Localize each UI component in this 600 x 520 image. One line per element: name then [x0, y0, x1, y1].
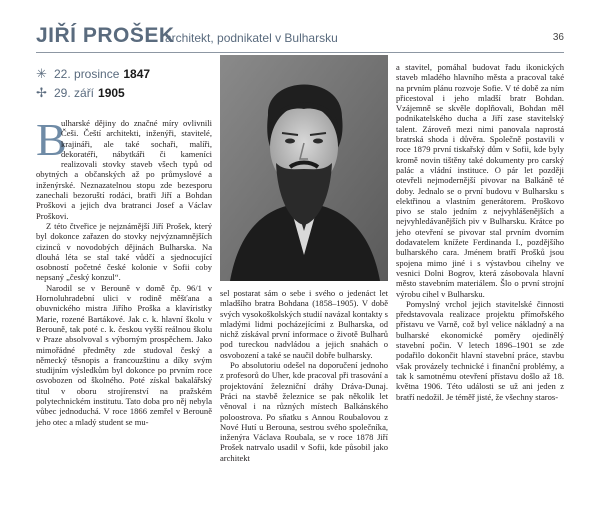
text-column-3	[396, 62, 564, 402]
life-dates	[36, 64, 212, 102]
paragraph: Z této čtveřice je nejznámější Jiří Prošek, který byl dokonce zařazen do stovky nejvýznamnějších cizinců v novodobých dějinách Bulharska. Na dlouhá léta se stal také vůdčí a sjednocující osobností početné české kolonie v Sofii coby nepsaný „český konzul“.	[36, 220, 212, 283]
page-number: 36	[552, 32, 564, 43]
birth-day: 22. prosince	[54, 66, 120, 81]
text-column-1	[36, 114, 212, 427]
paragraph: sel postarat sám o sebe i svého o jedenáct let mladšího bratra Bohdana (1858–1905). V době svých vysokoškolských studií navázal kontakty s mladými lidmi pocházejícími z Bulharska, od nichž získával první informace o životě Bulharů pod tureckou nadvládou a jejich snahách o osvobození a také se naučil dobře bulharsky.	[220, 288, 388, 360]
birth-date	[36, 64, 212, 83]
paragraph: Po absolutoriu odešel na doporučení jednoho z profesorů do Uher, kde pracoval při trasování a projektování železniční dráhy Dráva-Dunaj. Práci na stavbě železnice se pak několik let věnoval i na různých místech Balkánského poloostrova. Po sňatku s Annou Roubalovou z Nové Hutí u Berouna, sestrou svého společníka, inženýra Václava Roubala, se v roce 1878 Jiří Prošek natrvalo usadil v Sofii, kde působil jako architekt	[220, 360, 388, 463]
birth-year: 1847	[123, 66, 151, 81]
drop-cap	[36, 114, 67, 165]
header-rule	[36, 52, 564, 53]
page-header	[36, 20, 564, 60]
paragraph: ulharské dějiny do značné míry ovlivnili Češi. Čeští architekti, inženýři, stavitelé, krajináři, ale také sochaři, malíři, dekoratéři, nábytkáři či kameníci realizovali stovky staveb všech typů od obytných a občanských až po průmyslové a inženýrské. Neznazatelnou stopu zde bezesporu zanechali bezoruští rodáci, bratři Jiří a Bohdan Proškovi a jejich dva bratranci Josef a Václav Proškovi.	[36, 118, 212, 221]
portrait-photo-image	[220, 55, 388, 281]
text-column-2	[220, 288, 388, 463]
drop-cap-letter	[36, 114, 67, 165]
death-day: 29. září	[54, 85, 95, 100]
paragraph: a stavitel, pomáhal budovat řadu ikonických staveb mladého hlavního města a pracoval také na prvním plánu rozvoje Sofie. V té době za ním přicestoval i jeho mladší bratr Bohdan. Vzájemně se skvěle doplňovali, Bohdan měl podnikatelského ducha a Jiří zase stavitelský talent. Zároveň mezi nimi panovala naprostá bratrská shoda i důvěra. Společně postavili v roce 1879 první tiskařský dům v Sofii, kde byly kromě novin tištěny také dokumenty pro carský palác a vládní instituce. O pár let později otevřeli nejmodernější pivovar na Balkáně té doby. Jednalo se o první budovu v Bulharsku s elektřinou a vlastním generátorem. Proškovo pivo se stalo jedním z nejvyhlášenějších a nejvyhledávanějších piv v Bulharsku. Krátce po jeho otevření se pivovar stal prvním dvorním dodavatelem knížete Ferdinanda I., pozdějšího bulharského cara. Jménem bratří Prošků jsou spojena mimo jiné i s výstavbou cihelny ve vesnici Dolni Bogrov, která zásobovala hlavní město stavebním materiálem. Šlo o první strojní výrobu cihel v Bulharsku.	[396, 62, 564, 299]
paragraph: Narodil se v Berouně v domě čp. 96/1 v Hornoluhradební ulici v rodině měšťana a obuvnického mistra Jiřího Proška a klavíristky Marie, rozené Bartákové. Jak c. k. hlavní školu v Berouně, tak poté c. k. českou vyšší reálnou školu v Praze absolvoval s výborným prospěchem. Jako mimořádné předměty zde studoval český a německý těsnopis a francouzštinu a díky svým studijním výsledkům byl dokonce po prvním roce osvobozen od školného. Poté získal bakalářský titul v oboru strojírenství na pražském polytechnickém institutu. Tato doba pro něj nebyla vůbec jednoduchá. V roce 1866 zemřel v Berouně jeho otec a mladý student se mu-	[36, 282, 212, 427]
person-description: architekt, podnikatel v Bulharsku	[165, 31, 338, 45]
svg-text:B: B	[36, 114, 67, 165]
death-year: 1905	[98, 85, 125, 100]
paragraph: Pomyslný vrchol jejich stavitelské činnosti představovala realizace projektu přímořského přístavu ve Varně, což byl velice nákladný a na bulharské ekonomické poměry ojedinělý stavební počin. V letech 1896–1901 se zde podařilo dokončit hlavní stavební práce, stavbu však provázely technické i finanční problémy, a tak k samotnému otevření přístavu došlo až 18. května 1906. Této události se už ani jeden z bratří nedožil. Je téměř jisté, že všechny staros-	[396, 298, 564, 402]
death-date	[36, 83, 212, 102]
asterisk-birth-icon: ✳	[36, 65, 47, 81]
portrait-photo	[220, 55, 388, 281]
cross-death-icon: ✢	[36, 84, 47, 100]
person-name: JIŘÍ PROŠEK	[36, 24, 175, 47]
